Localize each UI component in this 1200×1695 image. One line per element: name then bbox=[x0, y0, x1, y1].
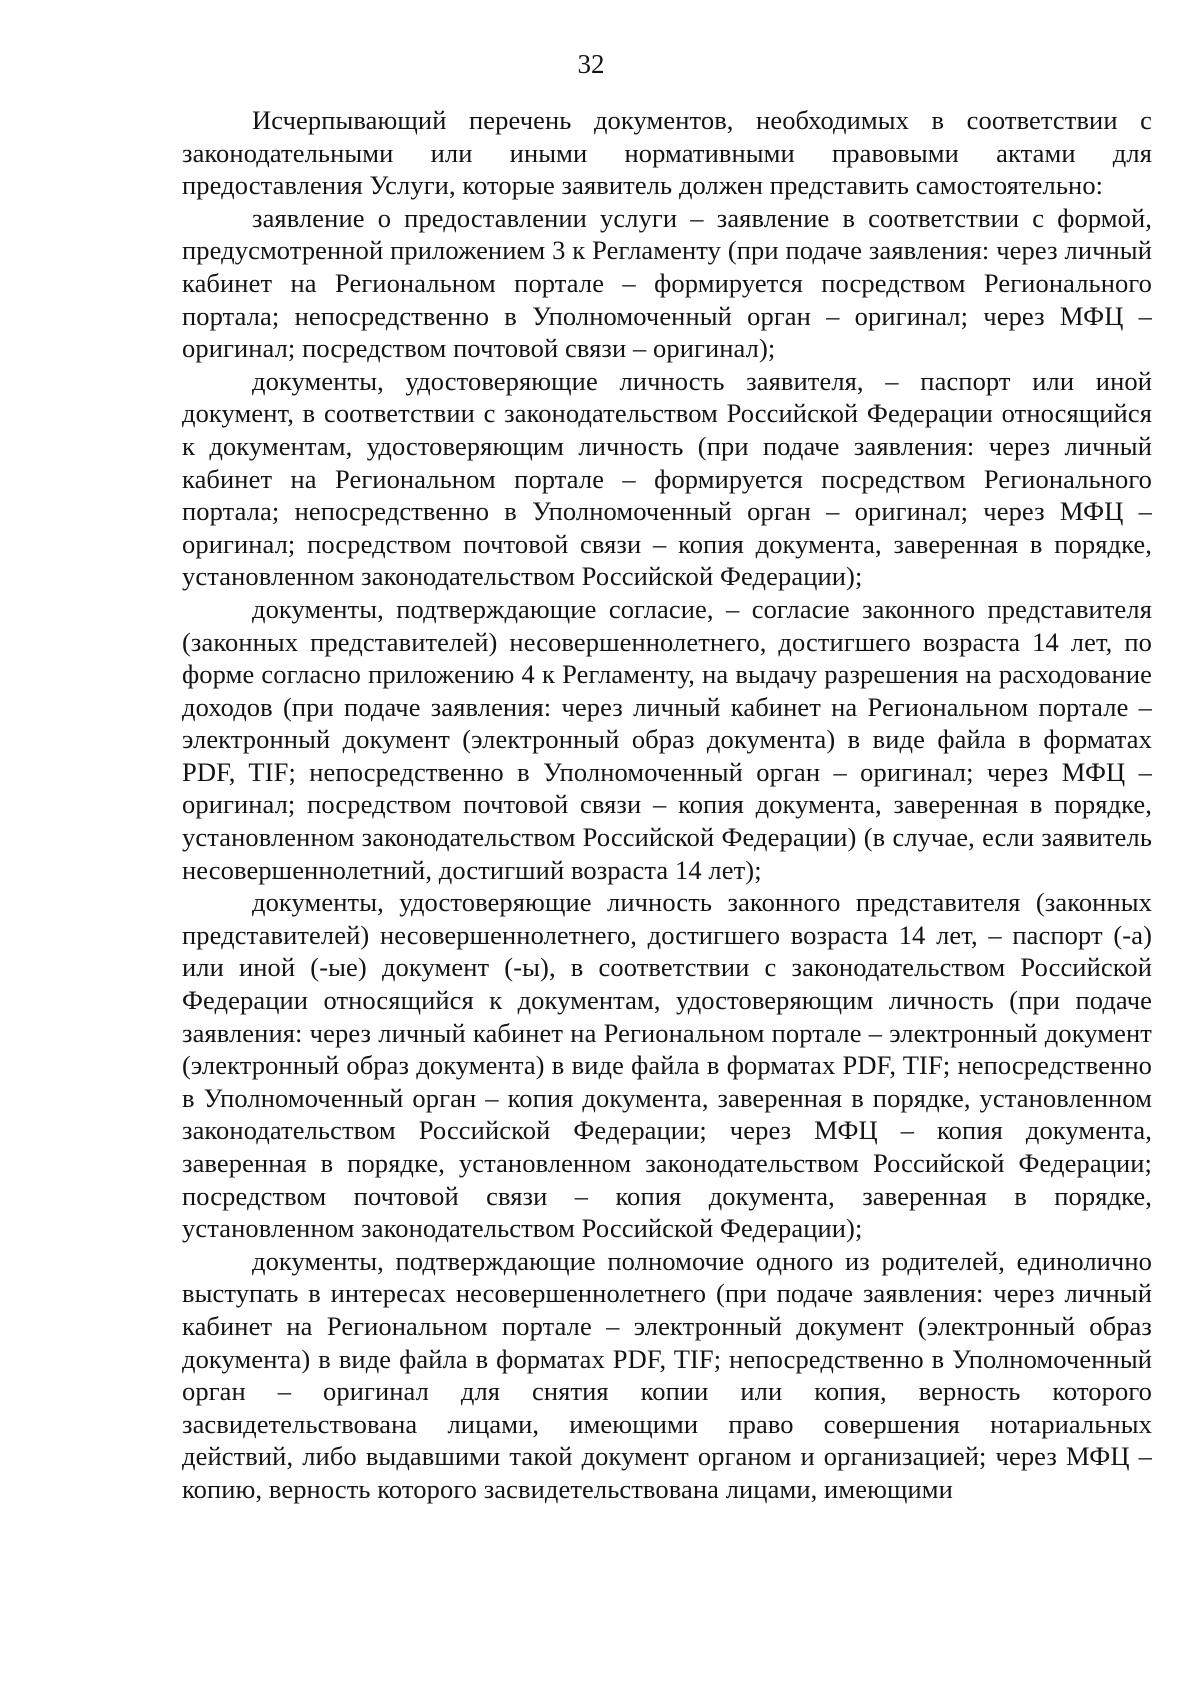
body-text bbox=[182, 104, 1152, 1506]
paragraph-parent-authority: документы, подтверждающие полномочие одного из родителей, единолично выступать в интересах несовершеннолетнего (при подаче заявления: через личный кабинет на Региональном портале – электронный документ (электронный образ документа) в виде файла в форматах PDF, TIF; непосредственно в Уполномоченный орган – оригинал для снятия копии или копия, верность которого засвидетельствована лицами, имеющими право совершения нотариальных действий, либо выдавшими такой документ органом и организацией; через МФЦ – копию, верность которого засвидетельствована лицами, имеющими bbox=[182, 1245, 1152, 1504]
paragraph-applicant-identity: документы, удостоверяющие личность заявителя, – паспорт или иной документ, в соответствии с законодательством Российской Федерации относящийся к документам, удостоверяющим личность (при подаче заявления: через личный кабинет на Региональном портале – формируется посредством Регионального портала; непосредственно в Уполномоченный орган – оригинал; через МФЦ – оригинал; посредством почтовой связи – копия документа, заверенная в порядке, установленном законодательством Российской Федерации); bbox=[182, 365, 1152, 592]
paragraph-intro: Исчерпывающий перечень документов, необходимых в соответствии с законодательными или иными нормативными правовыми актами для предоставления Услуги, которые заявитель должен представить самостоятельно: bbox=[182, 105, 1152, 201]
page-number: 32 bbox=[577, 49, 605, 79]
paragraph-consent: документы, подтверждающие согласие, – согласие законного представителя (законных представителей) несовершеннолетнего, достигшего возраста 14 лет, по форме согласно приложению 4 к Регламенту, на выдачу разрешения на расходование доходов (при подаче заявления: через личный кабинет на Региональном портале – электронный документ (электронный образ документа) в виде файла в форматах PDF, TIF; непосредственно в Уполномоченный орган – оригинал; через МФЦ – оригинал; посредством почтовой связи – копия документа, заверенная в порядке, установленном законодательством Российской Федерации) (в случае, если заявитель несовершеннолетний, достигший возраста 14 лет); bbox=[182, 593, 1152, 885]
paragraph-representative-identity: документы, удостоверяющие личность законного представителя (законных представителей) несовершеннолетнего, достигшего возраста 14 лет, – паспорт (-а) или иной (-ые) документ (-ы), в соответствии с законодательством Российской Федерации относящийся к документам, удостоверяющим личность (при подаче заявления: через личный кабинет на Региональном портале – электронный документ (электронный образ документа) в виде файла в форматах PDF, TIF; непосредственно в Уполномоченный орган – копия документа, заверенная в порядке, установленном законодательством Российской Федерации; через МФЦ – копия документа, заверенная в порядке, установленном законодательством Российской Федерации; посредством почтовой связи – копия документа, заверенная в порядке, установленном законодательством Российской Федерации); bbox=[182, 887, 1152, 1244]
paragraph-application: заявление о предоставлении услуги – заявление в соответствии с формой, предусмотренной приложением 3 к Регламенту (при подаче заявления: через личный кабинет на Региональном портале – формируется посредством Регионального портала; непосредственно в Уполномоченный орган – оригинал; через МФЦ – оригинал; посредством почтовой связи – оригинал); bbox=[182, 202, 1152, 364]
